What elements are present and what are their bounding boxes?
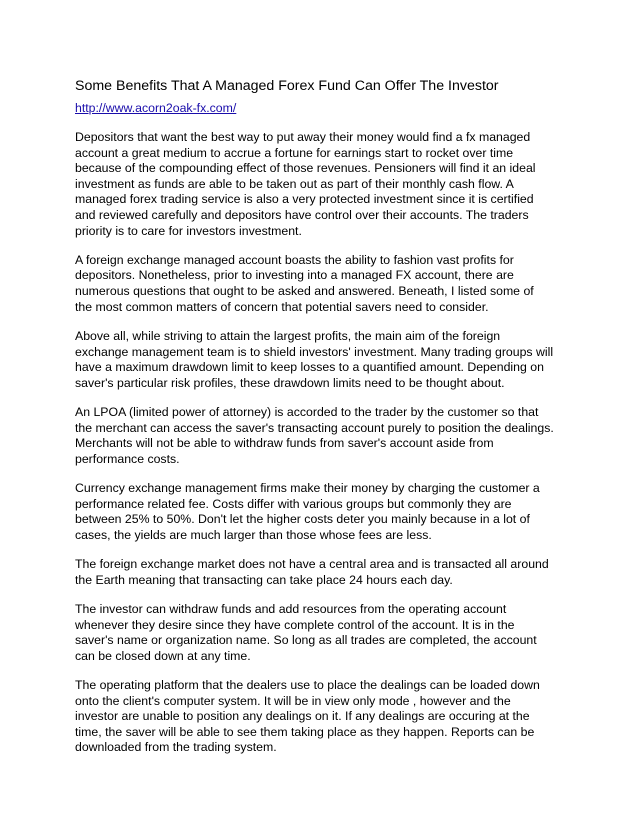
paragraph-line: numerous questions that ought to be asked and answered. Beneath, I listed some of xyxy=(75,284,534,299)
document-body xyxy=(75,130,565,756)
paragraph-line: Depositors that want the best way to put away their money would find a fx managed xyxy=(75,130,531,144)
paragraph-line: Above all, while striving to attain the largest profits, the main aim of the foreign xyxy=(75,328,501,343)
paragraph-line: An LPOA (limited power of attorney) is accorded to the trader by the customer so that xyxy=(75,404,539,419)
document-title: Some Benefits That A Managed Forex Fund Can Offer The Investor xyxy=(75,78,499,94)
paragraph-line: Merchants will not be able to withdraw funds from saver's account aside from xyxy=(75,436,494,451)
paragraph-line: have a maximum drawdown limit to keep losses to a quantified amount. Depending on xyxy=(75,360,544,375)
paragraph-line: depositors. Nonetheless, prior to investing into a managed FX account, there are xyxy=(75,268,514,283)
paragraph-line: whenever they desire since they have complete control of the account. It is in the xyxy=(75,617,515,632)
paragraph-3 xyxy=(75,329,565,391)
paragraph-line: saver's particular risk profiles, these drawdown limits need to be thought about. xyxy=(75,375,505,390)
paragraph-line: managed forex trading service is also a very protected investment since it is certified xyxy=(75,192,534,207)
paragraph-7 xyxy=(75,602,565,664)
paragraph-line: performance related fee. Costs differ with various groups but commonly they are xyxy=(75,496,512,511)
paragraph-line: and reviewed carefully and depositors have control over their accounts. The traders xyxy=(75,207,529,222)
paragraph-line: between 25% to 50%. Don't let the higher costs deter you mainly because in a lot of xyxy=(75,512,530,527)
paragraph-1 xyxy=(75,130,565,239)
paragraph-line: The foreign exchange market does not have a central area and is transacted all around xyxy=(75,557,549,572)
paragraph-line: time, the saver will be able to see them taking place as they happen. Reports can be xyxy=(75,724,535,739)
paragraph-line: account a great medium to accrue a fortune for earnings start to rocket over time xyxy=(75,145,514,160)
paragraph-2 xyxy=(75,253,565,315)
paragraph-line: the Earth meaning that transacting can take place 24 hours each day. xyxy=(75,572,453,587)
paragraph-5 xyxy=(75,481,565,543)
paragraph-line: performance costs. xyxy=(75,451,180,466)
paragraph-6 xyxy=(75,557,565,588)
paragraph-line: downloaded from the trading system. xyxy=(75,740,277,755)
paragraph-line: the merchant can access the saver's transacting account purely to position the dealings. xyxy=(75,420,554,435)
paragraph-line: onto the client's computer system. It will be in view only mode , however and the xyxy=(75,693,511,708)
paragraph-line: exchange management team is to shield investors' investment. Many trading groups will xyxy=(75,344,554,359)
paragraph-8 xyxy=(75,678,565,756)
website-link[interactable]: http://www.acorn2oak-fx.com/ xyxy=(75,101,237,115)
paragraph-line: the most common matters of concern that potential savers need to consider. xyxy=(75,299,489,314)
paragraph-line: Currency exchange management firms make their money by charging the customer a xyxy=(75,481,540,496)
paragraph-line: A foreign exchange managed account boasts the ability to fashion vast profits for xyxy=(75,252,514,267)
paragraph-line: investment as funds are able to be taken out as part of their monthly cash flow. A xyxy=(75,176,514,191)
paragraph-line: priority is to care for investors investment. xyxy=(75,223,302,238)
paragraph-4 xyxy=(75,405,565,467)
paragraph-line: The investor can withdraw funds and add resources from the operating account xyxy=(75,601,507,616)
paragraph-line: can be closed down at any time. xyxy=(75,648,251,663)
paragraph-line: cases, the yields are much larger than those whose fees are less. xyxy=(75,527,432,542)
document-page xyxy=(75,76,565,770)
paragraph-line: because of the compounding effect of those revenues. Pensioners will find it an ideal xyxy=(75,161,536,176)
paragraph-line: investor are unable to position any dealings on it. If any dealings are occuring at the xyxy=(75,709,530,724)
paragraph-line: saver's name or organization name. So long as all trades are completed, the account xyxy=(75,633,537,648)
paragraph-line: The operating platform that the dealers use to place the dealings can be loaded down xyxy=(75,678,540,693)
